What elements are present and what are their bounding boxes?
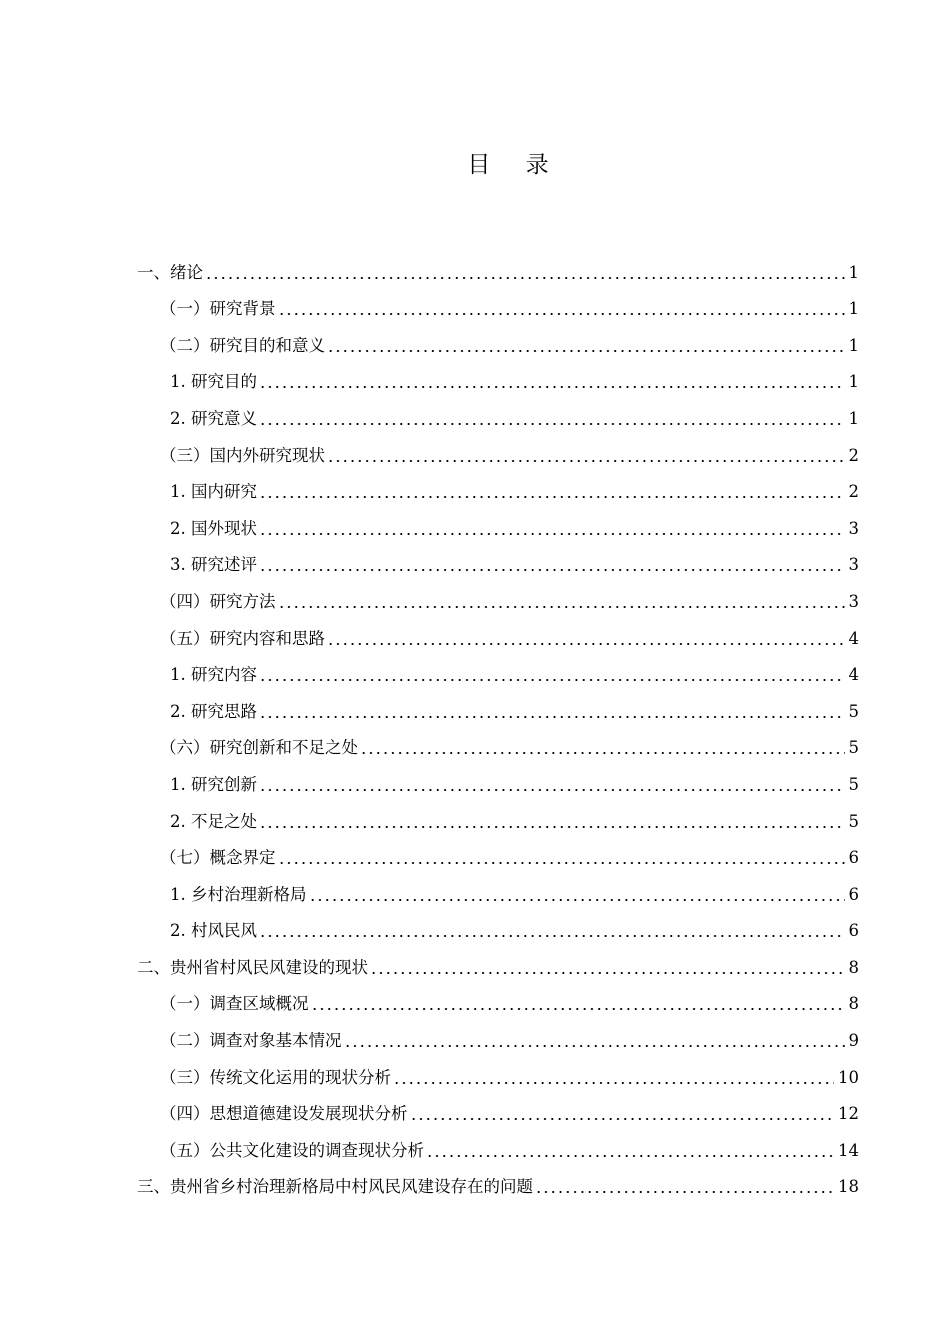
dot-leader bbox=[259, 495, 845, 499]
toc-entry[interactable] bbox=[137, 1091, 859, 1128]
toc-entry[interactable] bbox=[137, 542, 859, 579]
toc-entry-label: （七）概念界定 bbox=[160, 848, 276, 868]
toc-entry-page: 2 bbox=[848, 482, 859, 502]
toc-entry-page: 5 bbox=[848, 738, 859, 758]
toc-entry-page: 2 bbox=[848, 445, 859, 465]
toc-entry[interactable] bbox=[137, 615, 859, 652]
toc-entry-page: 5 bbox=[848, 701, 859, 721]
toc-entry-page: 12 bbox=[838, 1104, 859, 1124]
toc-entry-label: 1. 研究创新 bbox=[170, 774, 257, 794]
dot-leader bbox=[410, 1117, 835, 1121]
toc-entry-label: （六）研究创新和不足之处 bbox=[160, 738, 358, 758]
toc-entry-label: 2. 研究意义 bbox=[170, 408, 257, 428]
dot-leader bbox=[327, 642, 845, 646]
toc-entry-label: 1. 乡村治理新格局 bbox=[170, 884, 307, 904]
toc-entry[interactable] bbox=[137, 322, 859, 359]
toc-entry[interactable] bbox=[137, 286, 859, 323]
toc-entry-page: 14 bbox=[838, 1140, 859, 1160]
toc-title: 目 录 bbox=[467, 152, 563, 178]
toc-entry[interactable] bbox=[137, 652, 859, 689]
toc-entry-label: 2. 不足之处 bbox=[170, 811, 257, 831]
dot-leader bbox=[259, 788, 845, 792]
toc-entry-label: （五）公共文化建设的调查现状分析 bbox=[160, 1140, 424, 1160]
toc-entry-label: （四）思想道德建设发展现状分析 bbox=[160, 1104, 408, 1124]
toc-entry-label: （三）国内外研究现状 bbox=[160, 445, 325, 465]
toc-entry-label: （四）研究方法 bbox=[160, 591, 276, 611]
dot-leader bbox=[344, 1044, 845, 1048]
dot-leader bbox=[259, 568, 845, 572]
toc-entry[interactable] bbox=[137, 761, 859, 798]
toc-entry[interactable] bbox=[137, 1054, 859, 1091]
toc-entry-label: 1. 国内研究 bbox=[170, 482, 257, 502]
toc-entry-label: 2. 国外现状 bbox=[170, 518, 257, 538]
toc-entry-label: （一）研究背景 bbox=[160, 299, 276, 319]
toc-entry-page: 6 bbox=[848, 921, 859, 941]
toc-entry[interactable] bbox=[137, 1164, 859, 1201]
toc-entry-label: （二）研究目的和意义 bbox=[160, 335, 325, 355]
toc-entry-page: 3 bbox=[848, 518, 859, 538]
toc-entry-label: （五）研究内容和思路 bbox=[160, 628, 325, 648]
toc-entry-label: 3. 研究述评 bbox=[170, 555, 257, 575]
toc-entry-page: 1 bbox=[848, 335, 859, 355]
table-of-contents bbox=[137, 249, 859, 1200]
toc-entry[interactable] bbox=[137, 432, 859, 469]
dot-leader bbox=[327, 459, 845, 463]
dot-leader bbox=[259, 825, 845, 829]
toc-entry[interactable] bbox=[137, 871, 859, 908]
toc-entry[interactable] bbox=[137, 981, 859, 1018]
dot-leader bbox=[259, 532, 845, 536]
toc-entry[interactable] bbox=[137, 725, 859, 762]
toc-entry[interactable] bbox=[137, 688, 859, 725]
toc-entry-page: 4 bbox=[848, 628, 859, 648]
dot-leader bbox=[426, 1154, 834, 1158]
toc-entry-label: 2. 村风民风 bbox=[170, 921, 257, 941]
dot-leader bbox=[535, 1190, 834, 1194]
toc-entry-label: 1. 研究目的 bbox=[170, 372, 257, 392]
toc-entry[interactable] bbox=[137, 249, 859, 286]
toc-entry-label: 2. 研究思路 bbox=[170, 701, 257, 721]
toc-entry-label: 一、绪论 bbox=[137, 262, 203, 282]
dot-leader bbox=[278, 861, 845, 865]
dot-leader bbox=[259, 715, 845, 719]
toc-entry-label: （二）调查对象基本情况 bbox=[160, 1031, 342, 1051]
dot-leader bbox=[360, 751, 845, 755]
toc-entry-page: 8 bbox=[848, 994, 859, 1014]
toc-entry-page: 5 bbox=[848, 774, 859, 794]
toc-entry[interactable] bbox=[137, 835, 859, 872]
dot-leader bbox=[393, 1081, 834, 1085]
toc-entry-page: 8 bbox=[848, 957, 859, 977]
dot-leader bbox=[205, 276, 845, 280]
toc-entry-page: 1 bbox=[848, 408, 859, 428]
toc-entry-page: 3 bbox=[848, 555, 859, 575]
toc-entry-page: 10 bbox=[838, 1067, 859, 1087]
toc-entry-label: 二、贵州省村风民风建设的现状 bbox=[137, 957, 368, 977]
toc-entry-label: 1. 研究内容 bbox=[170, 665, 257, 685]
toc-entry[interactable] bbox=[137, 395, 859, 432]
dot-leader bbox=[259, 385, 845, 389]
dot-leader bbox=[278, 605, 845, 609]
dot-leader bbox=[311, 1007, 845, 1011]
toc-entry[interactable] bbox=[137, 1127, 859, 1164]
dot-leader bbox=[370, 971, 845, 975]
toc-entry-page: 1 bbox=[848, 372, 859, 392]
dot-leader bbox=[259, 422, 845, 426]
toc-entry-label: 三、贵州省乡村治理新格局中村风民风建设存在的问题 bbox=[137, 1177, 533, 1197]
dot-leader bbox=[327, 349, 845, 353]
toc-entry[interactable] bbox=[137, 359, 859, 396]
toc-entry-page: 6 bbox=[848, 884, 859, 904]
dot-leader bbox=[259, 678, 845, 682]
toc-entry-page: 3 bbox=[848, 591, 859, 611]
toc-entry-page: 9 bbox=[848, 1031, 859, 1051]
toc-entry-page: 1 bbox=[848, 299, 859, 319]
dot-leader bbox=[278, 312, 845, 316]
toc-entry[interactable] bbox=[137, 505, 859, 542]
toc-entry[interactable] bbox=[137, 944, 859, 981]
toc-entry[interactable] bbox=[137, 1017, 859, 1054]
toc-entry[interactable] bbox=[137, 578, 859, 615]
toc-entry-label: （三）传统文化运用的现状分析 bbox=[160, 1067, 391, 1087]
toc-entry-page: 4 bbox=[848, 665, 859, 685]
toc-entry-page: 18 bbox=[838, 1177, 859, 1197]
toc-entry-page: 6 bbox=[848, 848, 859, 868]
toc-entry[interactable] bbox=[137, 469, 859, 506]
toc-entry-label: （一）调查区域概况 bbox=[160, 994, 309, 1014]
toc-entry-page: 1 bbox=[848, 262, 859, 282]
dot-leader bbox=[259, 934, 845, 938]
toc-entry[interactable] bbox=[137, 908, 859, 945]
toc-entry[interactable] bbox=[137, 798, 859, 835]
toc-entry-page: 5 bbox=[848, 811, 859, 831]
dot-leader bbox=[309, 898, 845, 902]
